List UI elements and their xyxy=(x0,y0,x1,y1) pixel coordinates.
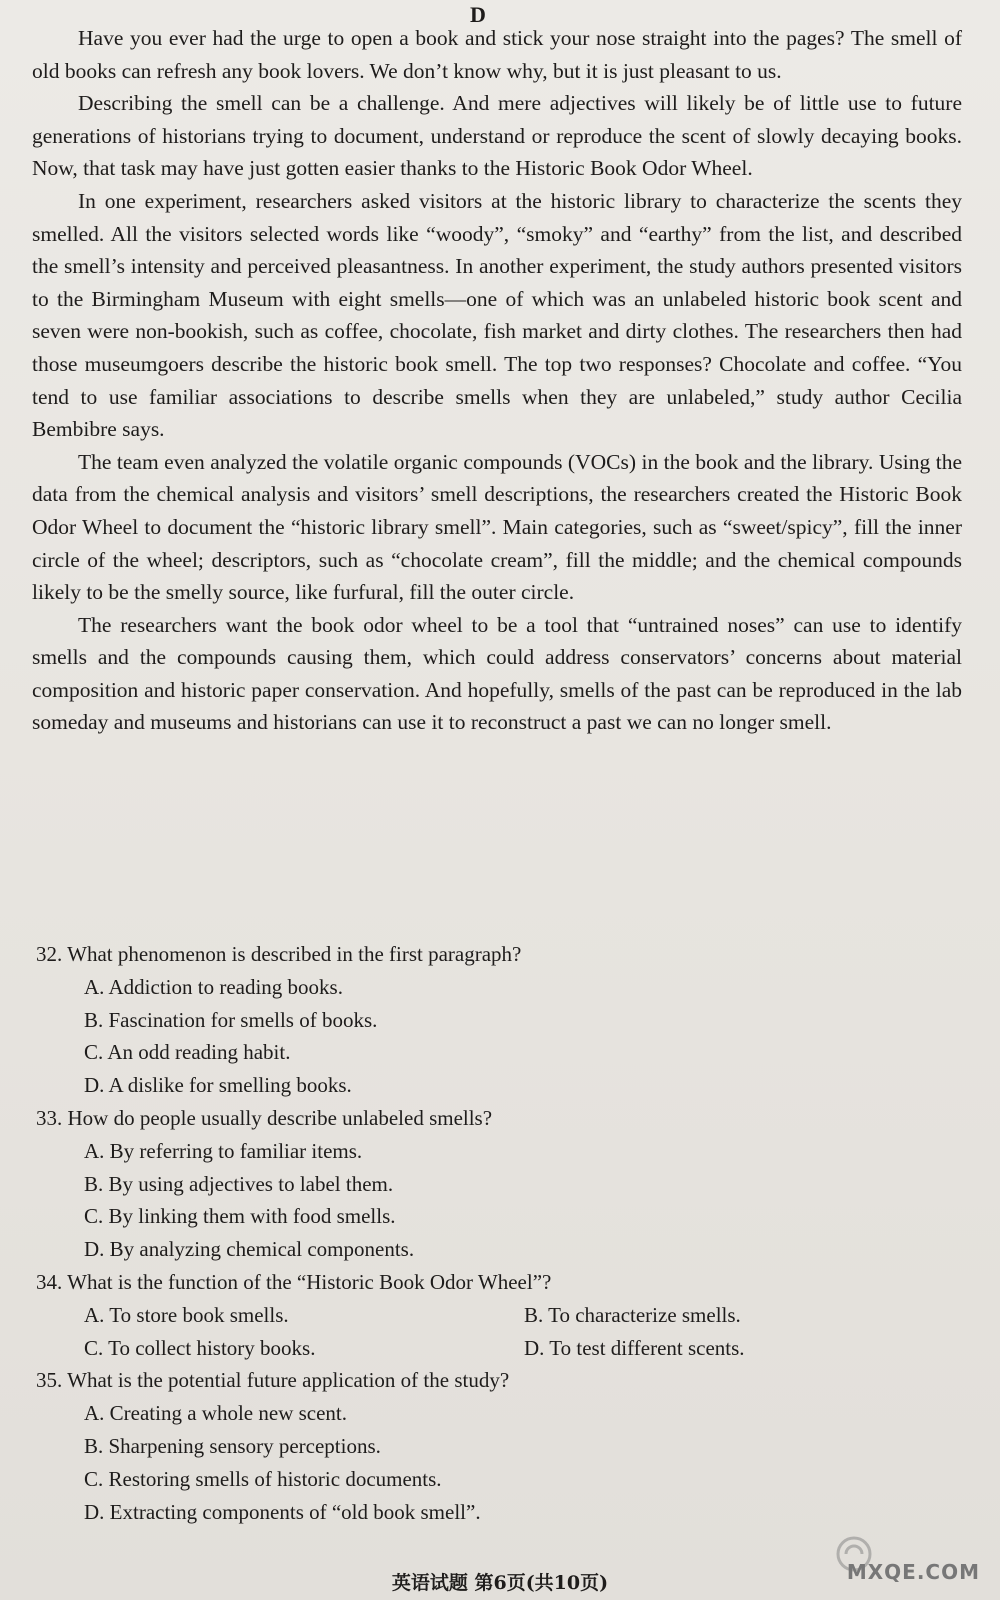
option-c: C. An odd reading habit. xyxy=(84,1040,291,1065)
option-d: D. Extracting components of “old book smell”. xyxy=(84,1499,481,1524)
option-b: B. By using adjectives to label them. xyxy=(84,1171,394,1196)
option-d: D. To test different scents. xyxy=(524,1335,745,1360)
option-b: B. Fascination for smells of books. xyxy=(84,1007,378,1032)
option-a: A. To store book smells. xyxy=(84,1302,289,1327)
passage-paragraph-3: In one experiment, researchers asked visitors at the historic library to characterize the scents they smelled. All the visitors selected words like “woody”, “smoky” and “earthy” from the list, and described the smell’s intensity and perceived pleasantness. In another experiment, the study authors presented visitors to the Birmingham Museum with eight smells—one of which was an unlabeled historic book scent and seven were non-bookish, such as coffee, chocolate, fish market and dirty clothes. The researchers then had those museumgoers describe the historic book smell. The top two responses? Chocolate and coffee. “You tend to use familiar associations to describe smells when they are unlabeled,” study author Cecilia Bembibre says. xyxy=(32,188,962,442)
option-d: D. By analyzing chemical components. xyxy=(84,1237,415,1262)
section-letter: D xyxy=(470,2,486,27)
question-35 xyxy=(36,1364,966,1528)
passage-paragraph-1: Have you ever had the urge to open a book and stick your nose straight into the pages? The smell of old books can refresh any book lovers. We don’t know why, but it is just pleasant to us. xyxy=(32,26,962,83)
question-34 xyxy=(36,1266,966,1364)
question-32 xyxy=(36,938,966,1102)
question-stem: 32. What phenomenon is described in the first paragraph? xyxy=(36,942,522,966)
option-a: A. By referring to familiar items. xyxy=(84,1138,363,1163)
question-stem: 33. How do people usually describe unlabeled smells? xyxy=(36,1105,493,1130)
passage-paragraph-2: Describing the smell can be a challenge. And mere adjectives will likely be of little use to future generations of historians trying to document, understand or reproduce the scent of slowly decaying books. Now, that task may have just gotten easier thanks to the Historic Book Odor Wheel. xyxy=(32,91,962,181)
option-row xyxy=(84,1332,966,1365)
question-stem: 35. What is the potential future application of the study? xyxy=(36,1368,510,1393)
question-33 xyxy=(36,1102,966,1266)
option-c: C. To collect history books. xyxy=(84,1335,316,1360)
option-d: D. A dislike for smelling books. xyxy=(84,1073,352,1098)
option-b: B. Sharpening sensory perceptions. xyxy=(84,1433,381,1458)
option-a: A. Creating a whole new scent. xyxy=(84,1401,348,1426)
passage-paragraph-5: The researchers want the book odor wheel to be a tool that “untrained noses” can use to identify smells and the compounds causing them, which could address conservators’ concerns about material composition and historic paper conservation. And hopefully, smells of the past can be reproduced in the lab someday and museums and historians can use it to reconstruct a past we can no longer smell. xyxy=(32,612,962,735)
reading-passage xyxy=(32,22,962,739)
option-a: A. Addiction to reading books. xyxy=(84,974,343,999)
option-c: C. Restoring smells of historic documents. xyxy=(84,1466,442,1491)
option-row xyxy=(84,1299,966,1332)
option-c: C. By linking them with food smells. xyxy=(84,1204,396,1229)
question-list xyxy=(36,938,966,1528)
question-stem: 34. What is the function of the “Historic Book Odor Wheel”? xyxy=(36,1269,552,1294)
passage-paragraph-4: The team even analyzed the volatile organic compounds (VOCs) in the book and the library. Using the data from the chemical analysis and visitors’ smell descriptions, the researchers created the Historic Book Odor Wheel to document the “historic library smell”. Main categories, such as “sweet/spicy”, fill the inner circle of the wheel; descriptors, such as “chocolate cream”, fill the middle; and the chemical compounds likely to be the smelly source, like furfural, fill the outer circle. xyxy=(32,449,962,605)
page-footer: 英语试题 第6页(共10页) xyxy=(391,1572,609,1594)
watermark-text: MXQE.COM xyxy=(846,1560,980,1584)
option-b: B. To characterize smells. xyxy=(524,1302,741,1327)
